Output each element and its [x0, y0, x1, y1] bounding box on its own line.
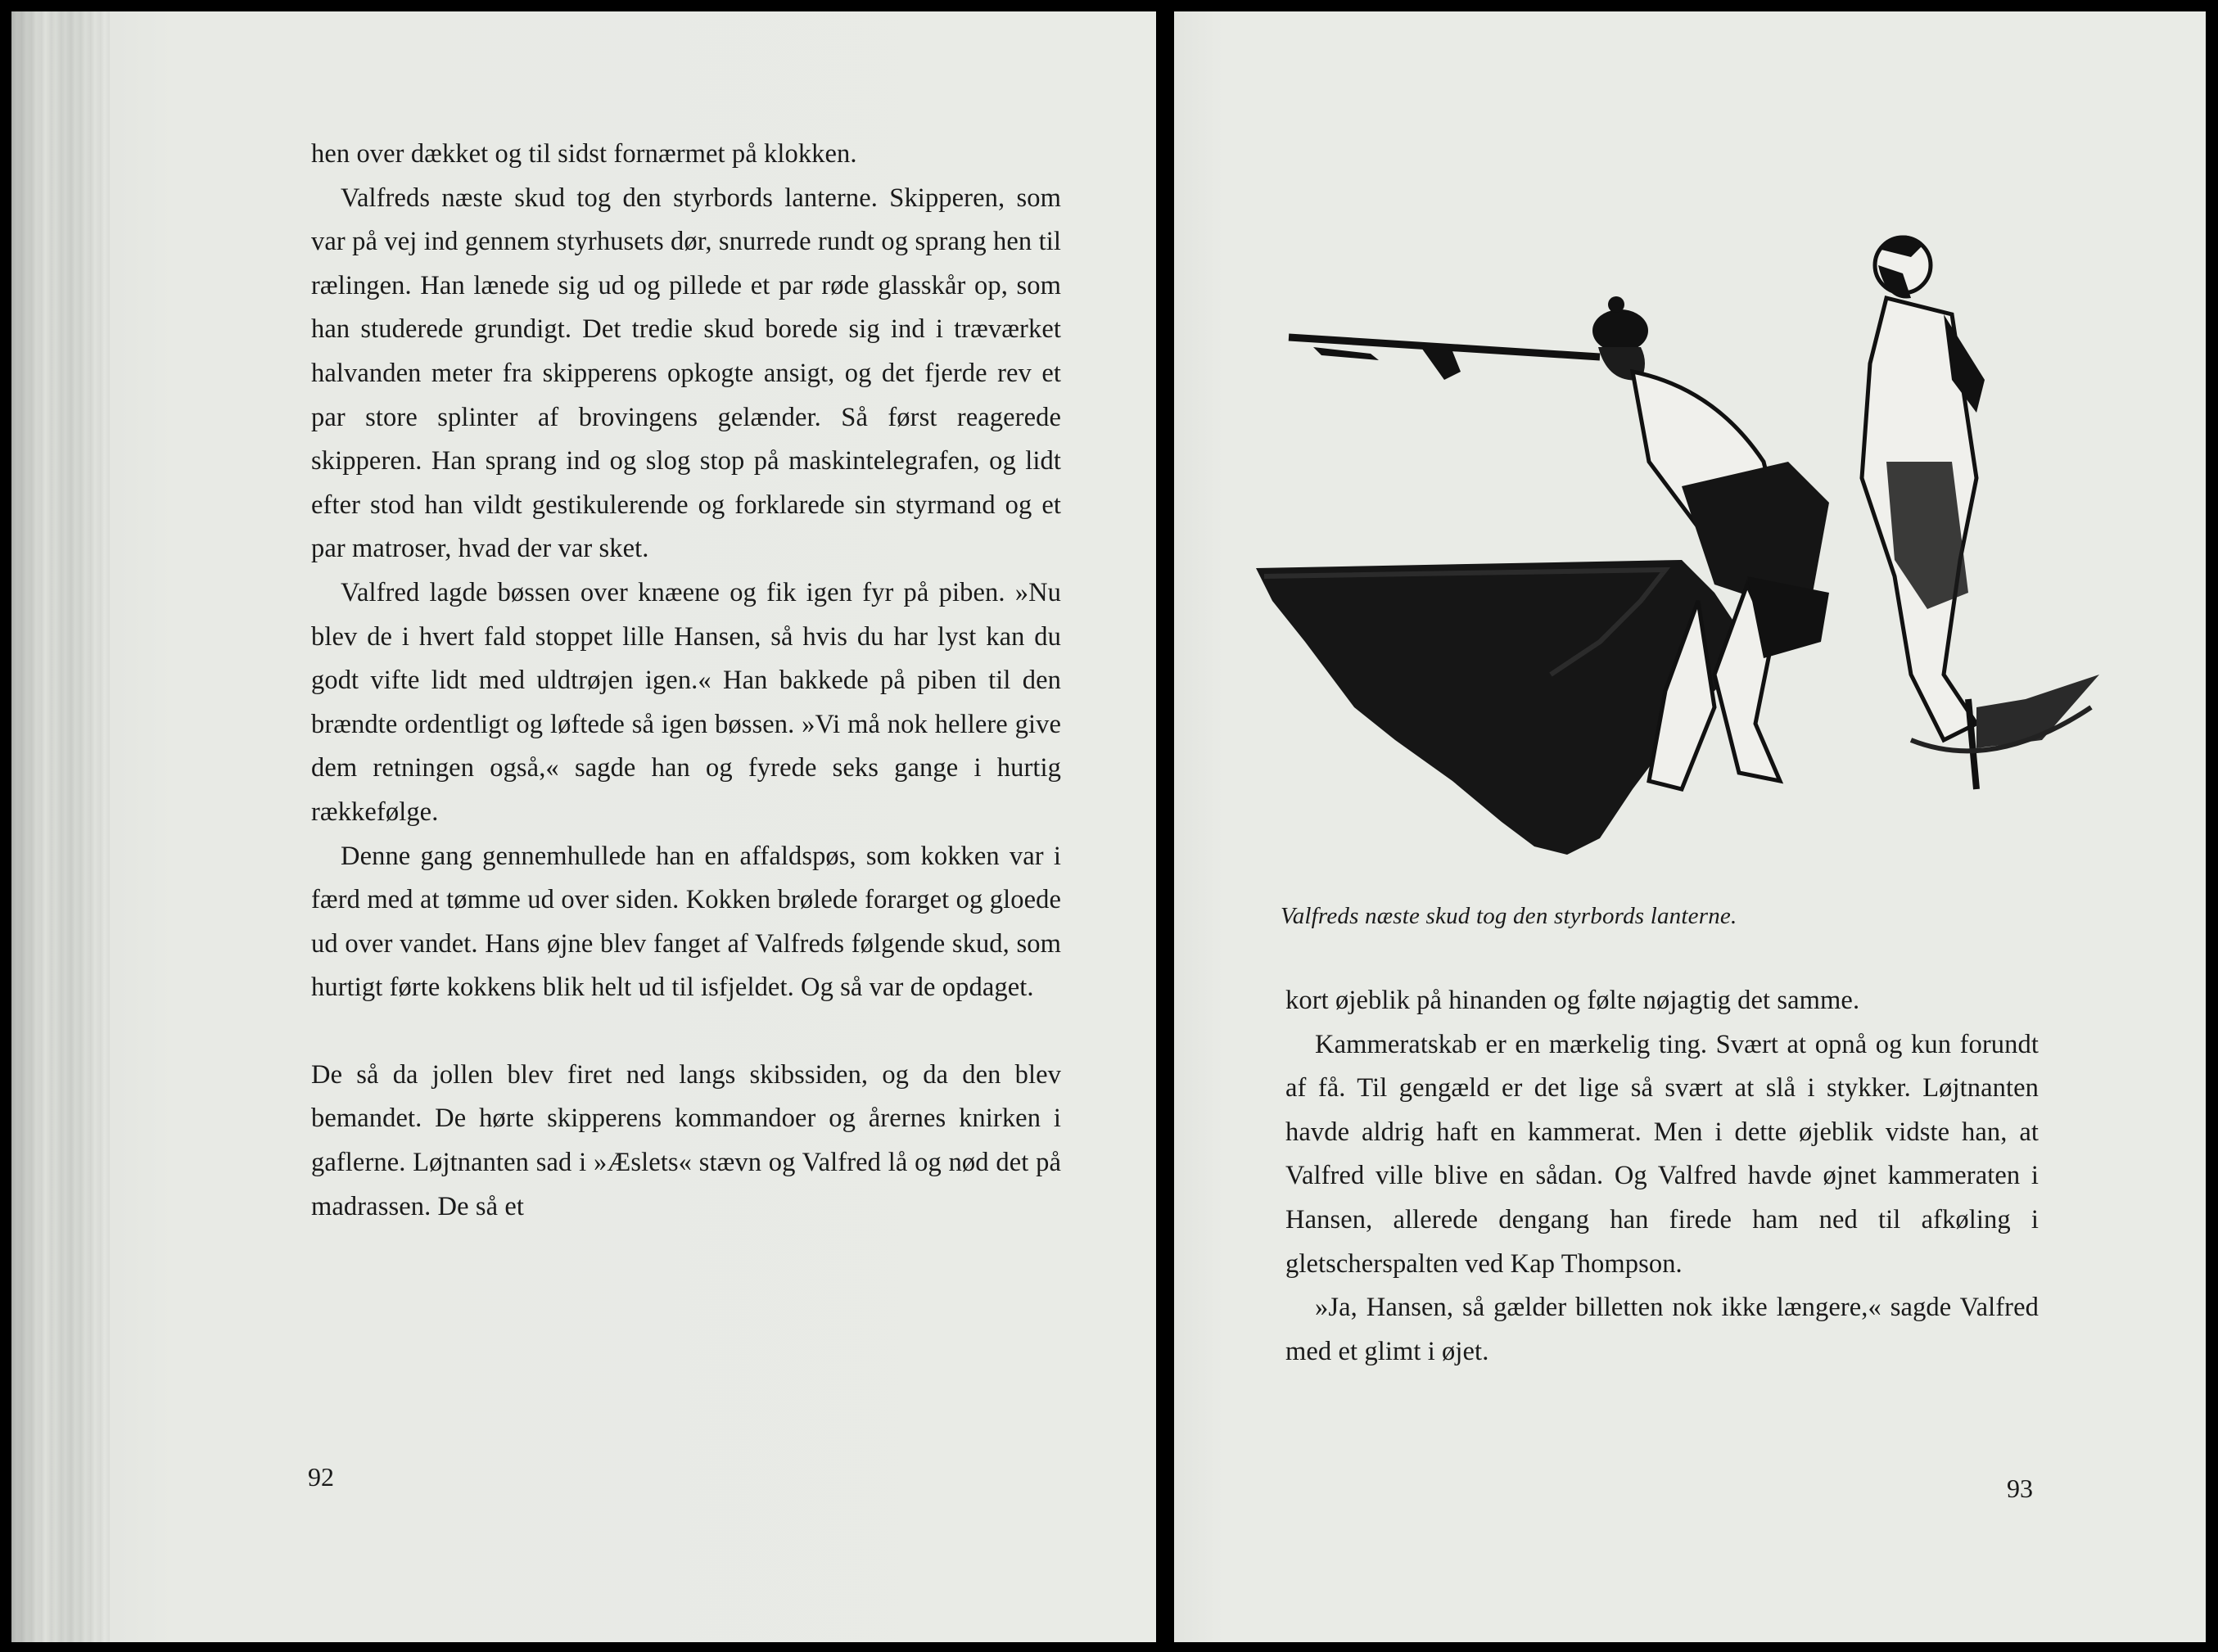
paragraph: Valfred lagde bøssen over knæene og fik igen fyr på piben. »Nu blev de i hvert fald stoppet lille Hansen, så hvis du har lyst kan du godt vifte lidt med uldtrøjen igen.« Han bakkede på piben til den brændte ordentligt og løftede så igen bøssen. »Vi må nok hellere give dem retningen også,« sagde han og fyrede seks gange i hurtig rækkefølge.: [311, 577, 1061, 827]
paragraph: Valfreds næste skud tog den styrbords lanterne. Skipperen, som var på vej ind gennem styrhusets dør, snurrede rundt og sprang hen til rælingen. Han lænede sig ud og pillede et par røde glasskår op, som han studerede grundigt. Det tredie skud borede sig ind i træværket halvanden meter fra skipperens opkogte ansigt, og det fjerde rev et par store splinter af brovingens gelænder. Så først reagerede skipperen. Han sprang ind og slog stop på maskintelegrafen, og lidt efter stod han vildt gestikulerende og forklarede sin styrmand og et par matroser, hvad der var sket.: [311, 183, 1061, 564]
right-page: [1174, 11, 2206, 1642]
left-page: [11, 11, 1156, 1642]
shooter-cap: [1592, 309, 1648, 352]
paragraph: De så da jollen blev firet ned langs skibssiden, og da den blev bemandet. De hørte skipperens kommandoer og årernes knirken i gaflerne. Løjtnanten sad i »Æslets« stævn og Valfred lå og nød det på madrassen. De så et: [311, 1059, 1061, 1221]
left-page-body: [311, 133, 1061, 1229]
page-number: 92: [308, 1462, 334, 1492]
paragraph: »Ja, Hansen, så gælder billetten nok ikke længere,« sagde Valfred med et glimt i øjet.: [1285, 1293, 2039, 1366]
right-page-body: [1285, 979, 2039, 1374]
paragraph: kort øjeblik på hinanden og følte nøjagtig det samme.: [1285, 986, 1860, 1015]
paragraph: Denne gang gennemhullede han en affaldspøs, som kokken var i færd med at tømme ud over siden. Kokken brølede forarget og gloede ud over vandet. Hans øjne blev fanget af Valfreds følgende skud, som hurtigt førte kokkens blik helt ud til isfjeldet. Og så var de opdaget.: [311, 841, 1061, 1003]
paragraph: Kammeratskab er en mærkelig ting. Svært at opnå og kun forundt af få. Til gengæld er det lige så svært at slå i stykker. Løjtnanten havde aldrig haft en kammerat. Men i dette øjeblik vidste han, at Valfred ville blive en sådan. Og Valfred havde øjnet kammeraten i Hansen, allerede dengang han firede ham ned til afkøling i gletscherspalten ved Kap Thompson.: [1285, 1029, 2039, 1279]
rifleman-illustration: [1256, 216, 2107, 871]
page-number: 93: [2007, 1474, 2033, 1503]
page-edge-shading: [11, 11, 110, 1642]
paragraph: hen over dækket og til sidst fornærmet på klokken.: [311, 139, 857, 169]
figure-caption: Valfreds næste skud tog den styrbords lanterne.: [1281, 903, 1737, 929]
